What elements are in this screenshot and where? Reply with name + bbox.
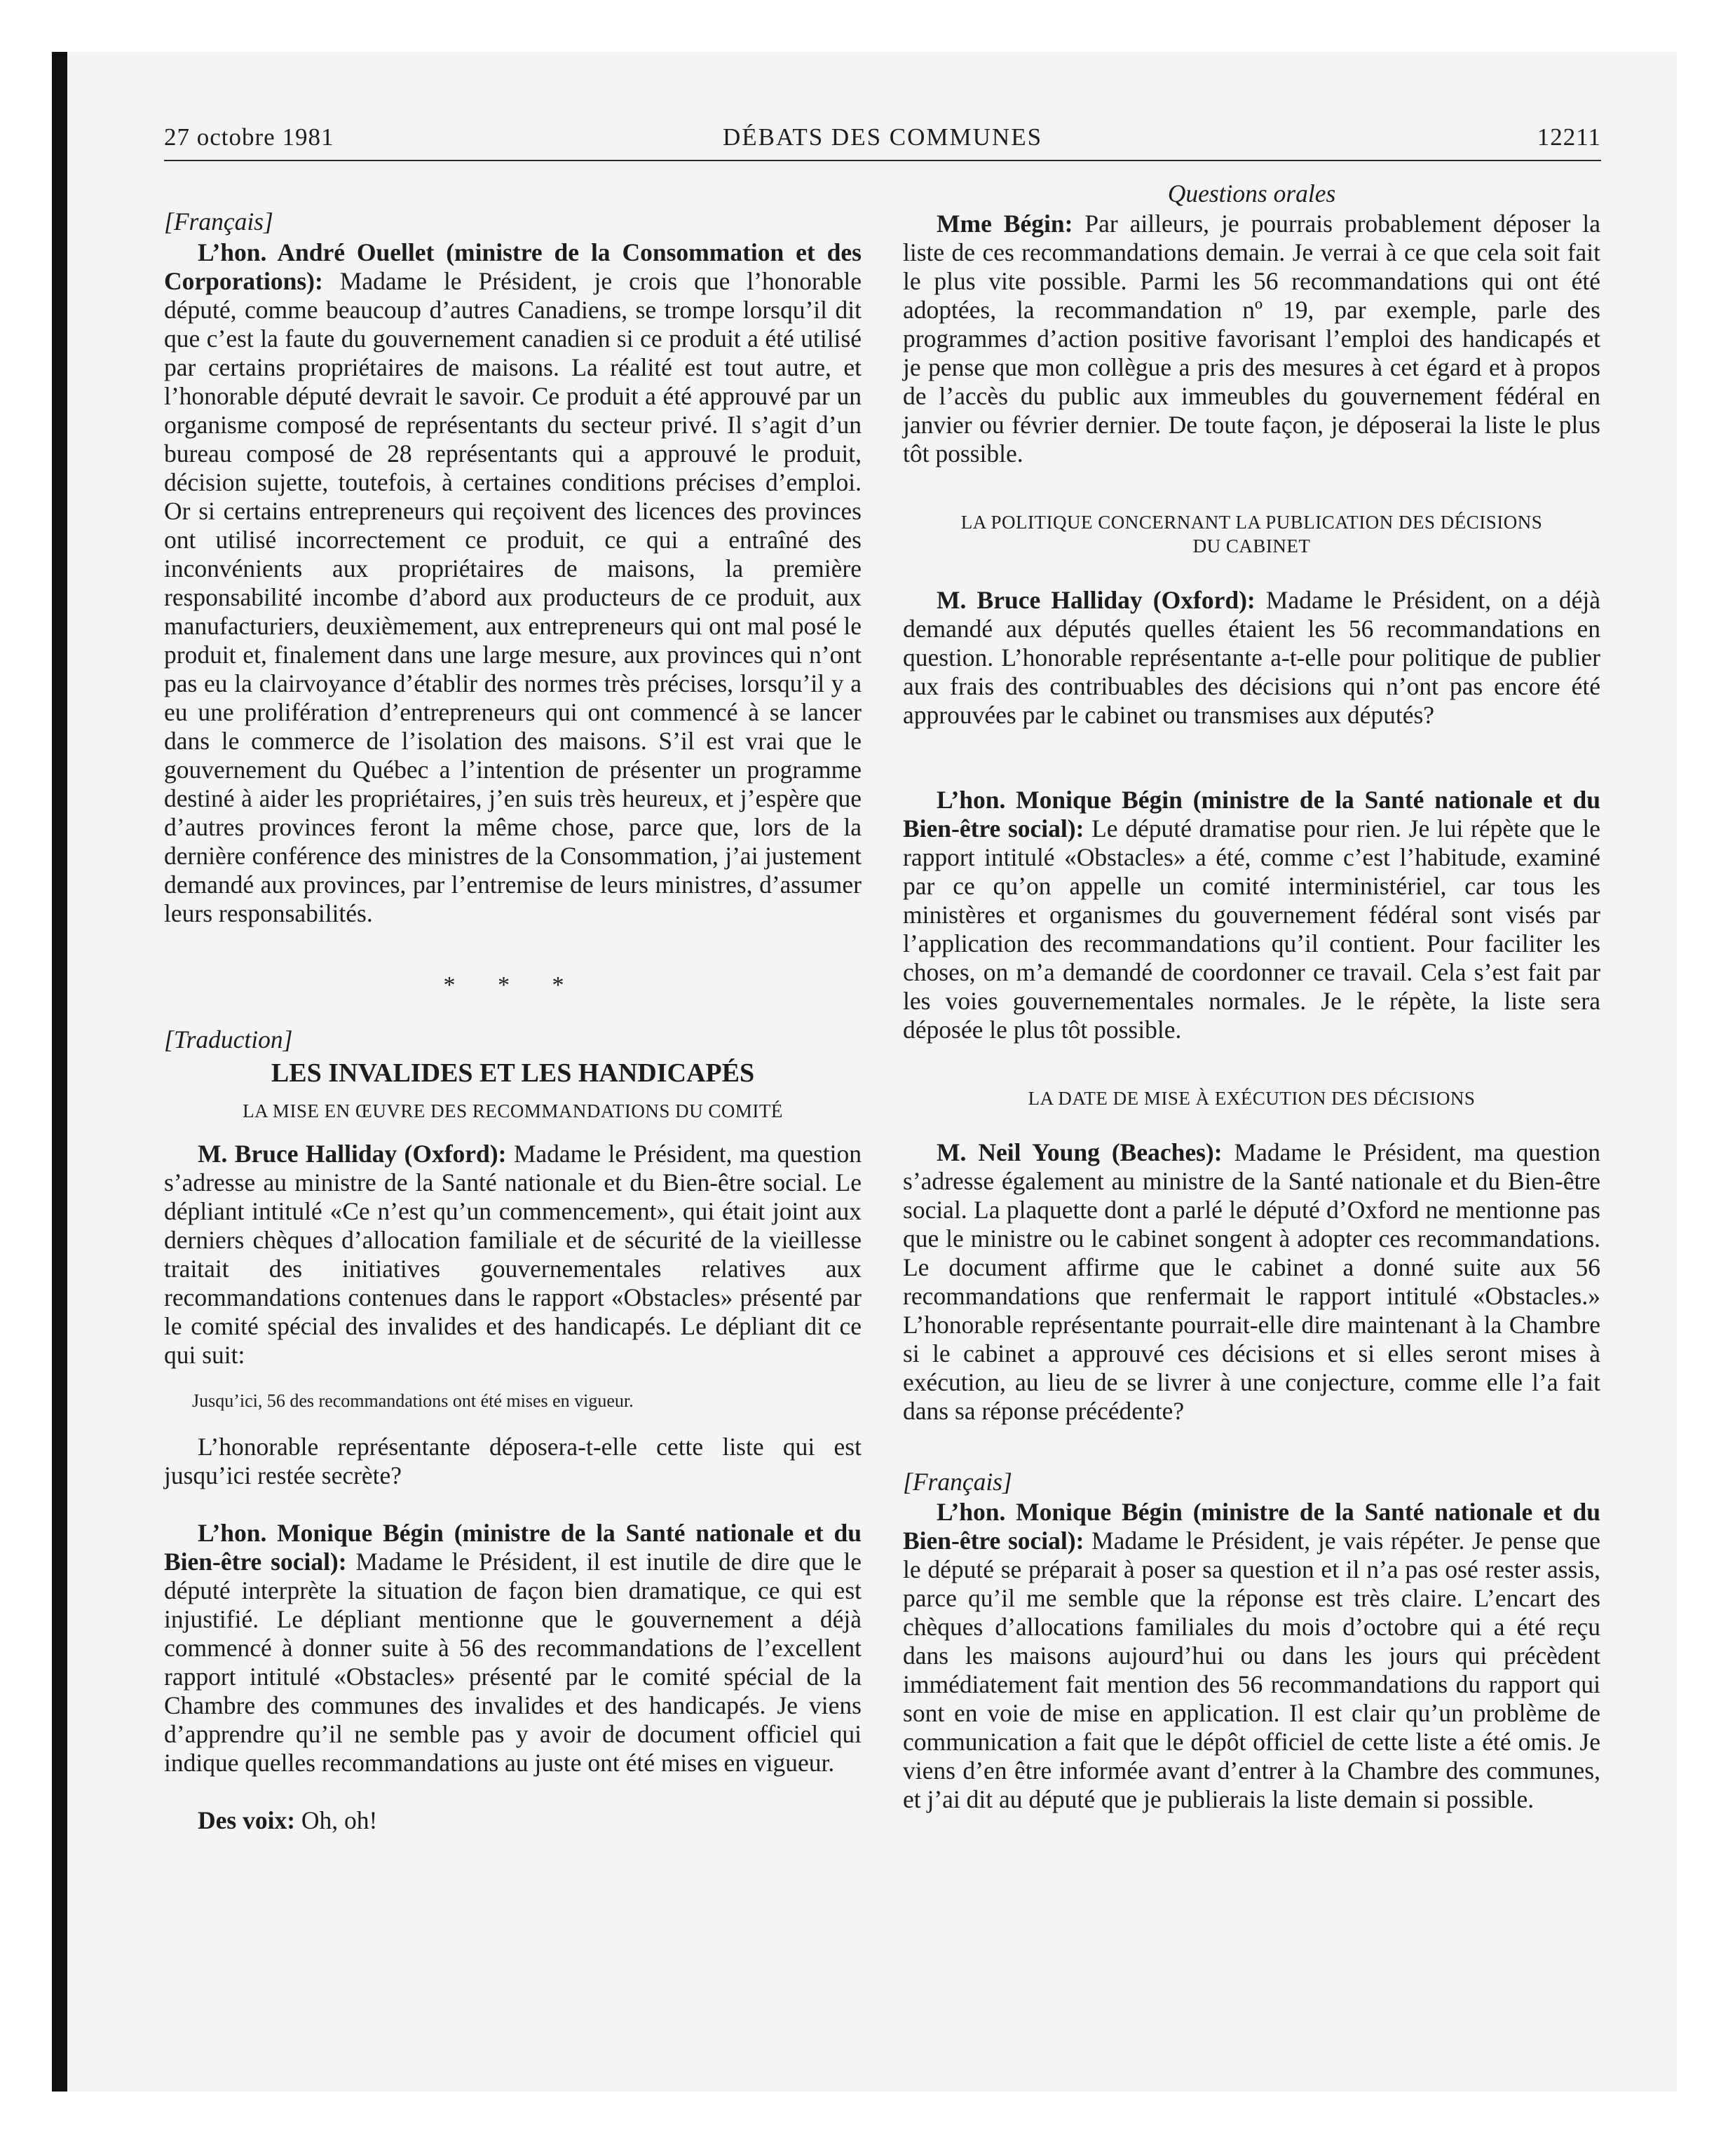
speaker-name: M. Bruce Halliday (Oxford): xyxy=(937,586,1256,614)
speech-text: Madame le Président, ma question s’adresse également au ministre de la Santé nationale et du Bien-être social. La plaquette dont a parlé le député d’Oxford ne mentionne pas que le ministre ou le cabinet songent à adopter ces recommandations. Le document affirme que le cabinet a donné suite aux 56 recommandations que renfermait le rapport intitulé «Obstacles.» L’honorable représentante pourrait-elle dire maintenant à la Chambre si le cabinet a approuvé ces décisions et si elles seront mises à exécution, au lieu de se livrer à une conjecture, comme elle l’a fait dans sa réponse précédente? xyxy=(903,1138,1600,1425)
speech-text: Madame le Président, je crois que l’honorable député, comme beaucoup d’autres Canadiens, se trompe lorsqu’il dit que c’est la faute du gouvernement canadien si ce produit a été utilisé par certains propriétaires de maisons. La réalité est tout autre, et l’honorable député devrait le savoir. Ce produit a été approuvé par un organisme composé de représentants du secteur privé. Il s’agit d’un bureau composé de 28 représentants qui a approuvé le produit, décision sujette, toutefois, à certaines conditions précises d’emploi. Or si certains entrepreneurs qui reçoivent des licences des provinces ont utilisé incorrectement ce produit, ce qui a entraîné des inconvénients aux propriétaires de maisons, la première responsabilité incombe d’abord aux producteurs de ce produit, aux manufacturiers, deuxièmement, aux entrepreneurs qui ont mal posé le produit et, finalement dans une large mesure, aux provinces qui n’ont pas eu la clairvoyance d’établir des normes très précises, lorsqu’il y a eu une prolifération d’entrepreneurs qui ont commencé à se lancer dans le commerce de l’isolation des maisons. S’il est vrai que le gouvernement du Québec a l’intention de présenter un programme destiné à aider les propriétaires, j’en suis très heureux, et j’espère que d’autres provinces feront la même chose, parce que, lors de la dernière conférence des ministres de la Consommation, j’ai justement demandé aux provinces, par l’entremise de leurs ministres, d’assumer leurs responsabilités. xyxy=(164,267,862,927)
subheading-line: LA POLITIQUE CONCERNANT LA PUBLICATION DES DÉCISIONS xyxy=(960,512,1543,533)
quoted-text: Jusqu’ici, 56 des recommandations ont été mises en vigueur. xyxy=(192,1391,634,1411)
paragraph xyxy=(903,786,1600,1044)
subheading-line: DU CABINET xyxy=(1192,535,1311,557)
header-date: 27 octobre 1981 xyxy=(164,123,334,151)
section-subheading: LA MISE EN ŒUVRE DES RECOMMANDATIONS DU COMITÉ xyxy=(243,1100,783,1121)
language-tag: [Français] xyxy=(903,1468,1012,1496)
speaker-name: L’hon. Monique Bégin (ministre de la Santé nationale et du Bien-être social): xyxy=(164,1519,862,1576)
paragraph xyxy=(164,1806,862,1835)
right-column xyxy=(903,179,1600,1814)
paragraph xyxy=(903,586,1600,730)
speech-text: Madame le Président, on a déjà demandé aux députés quelles étaient les 56 recommandations en question. L’honorable représentante a-t-elle pour politique de publier aux frais des contribuables des décisions qui n’ont pas encore été approuvées par le cabinet ou transmises aux députés? xyxy=(903,586,1600,729)
paragraph: L’honorable représentante déposera-t-elle cette liste qui est jusqu’ici restée secrète? xyxy=(164,1433,862,1489)
paragraph xyxy=(164,1519,862,1778)
paragraph xyxy=(164,1140,862,1370)
speaker-name: L’hon. Monique Bégin (ministre de la Santé nationale et du Bien-être social): xyxy=(903,1498,1600,1555)
speaker-name: M. Neil Young (Beaches): xyxy=(937,1138,1223,1166)
paragraph xyxy=(903,1138,1600,1426)
paragraph xyxy=(903,1498,1600,1814)
binding-edge xyxy=(52,52,67,2092)
speech-text: Le député dramatise pour rien. Je lui répète que le rapport intitulé «Obstacles» a été, comme c’est l’habitude, examiné par ce qu’on appelle un comité interministériel, car tous les ministères et organismes du gouvernement fédéral sont visés par l’application des recommandations qu’il contient. Pour faciliter les choses, on m’a demandé de coordonner ce travail. Cela s’est fait par les voies gouvernementales normales. Je le répète, la liste sera déposée le plus tôt possible. xyxy=(903,814,1600,1044)
section-label: Questions orales xyxy=(1167,179,1336,207)
language-tag: [Français] xyxy=(164,207,273,236)
speaker-name: Des voix: xyxy=(198,1806,296,1834)
paragraph xyxy=(903,210,1600,468)
speech-text: Madame le Président, ma question s’adresse au ministre de la Santé nationale et du Bien-être social. Le dépliant intitulé «Ce n’est qu’un commencement», qui était joint aux derniers chèques d’allocation familiale et de sécurité de la vieillesse traitait des initiatives gouvernementales relatives aux recommandations contenues dans le rapport «Obstacles» présenté par le comité spécial des invalides et des handicapés. Le dépliant dit ce qui suit: xyxy=(164,1140,862,1369)
speech-text: Oh, oh! xyxy=(295,1806,378,1834)
speaker-name: Mme Bégin: xyxy=(937,210,1073,238)
speech-text: Madame le Président, je vais répéter. Je pense que le député se préparait à poser sa question et il n’a pas osé rester assis, parce qu’il me semble que la réponse est très claire. L’encart des chèques d’allocations familiales du mois d’octobre qui a été reçu dans les maisons aujourd’hui ou dans les jours qui précèdent immédiatement fait mention des 56 recommandations du rapport qui sont en voie de mise en application. Il est clair qu’un problème de communication a fait que le dépôt officiel de cette liste a été omis. Je viens d’en être informée avant d’entrer à la Chambre des communes, et j’ai dit au député que je publierais la liste demain si possible. xyxy=(903,1527,1600,1813)
page xyxy=(164,123,1601,1834)
header-title: DÉBATS DES COMMUNES xyxy=(722,123,1043,151)
left-column xyxy=(164,179,862,1835)
section-subheading: LA DATE DE MISE À EXÉCUTION DES DÉCISIONS xyxy=(1028,1088,1476,1109)
section-heading: LES INVALIDES ET LES HANDICAPÉS xyxy=(271,1058,755,1088)
section-subheading xyxy=(903,510,1600,558)
section-separator: * * * xyxy=(443,972,583,998)
header-rule xyxy=(164,160,1601,161)
language-tag: [Traduction] xyxy=(164,1025,293,1053)
header-page-number: 12211 xyxy=(1537,123,1601,151)
speech-text: Par ailleurs, je pourrais probablement déposer la liste de ces recommandations demain. Je verrai à ce que cela soit fait le plus vite possible. Parmi les 56 recommandations qui ont été adoptées, la recommandation nº 19, par exemple, parle des programmes d’action positive favorisant l’emploi des handicapés et je pense que mon collègue a pris des mesures à cet égard et à propos de l’accès du public aux immeubles du gouvernement fédéral en janvier ou février dernier. De toute façon, je déposerai la liste le plus tôt possible. xyxy=(903,210,1600,468)
speech-text: Madame le Président, il est inutile de dire que le député interprète la situation de façon bien dramatique, ce qui est injustifié. Le dépliant mentionne que le gouvernement a déjà commencé à donner suite à 56 des recommandations de l’excellent rapport intitulé «Obstacles» présenté par le comité spécial de la Chambre des communes des invalides et des handicapés. Je viens d’apprendre qu’il ne semble pas y avoir de document officiel qui indique quelles recommandations au juste ont été mises en vigueur. xyxy=(164,1548,862,1777)
speaker-name: L’hon. André Ouellet (ministre de la Consommation et des Corporations): xyxy=(164,238,862,295)
paragraph xyxy=(164,238,862,928)
speaker-name: M. Bruce Halliday (Oxford): xyxy=(198,1140,507,1168)
speaker-name: L’hon. Monique Bégin (ministre de la Santé nationale et du Bien-être social): xyxy=(903,786,1600,842)
running-header xyxy=(164,123,1601,163)
